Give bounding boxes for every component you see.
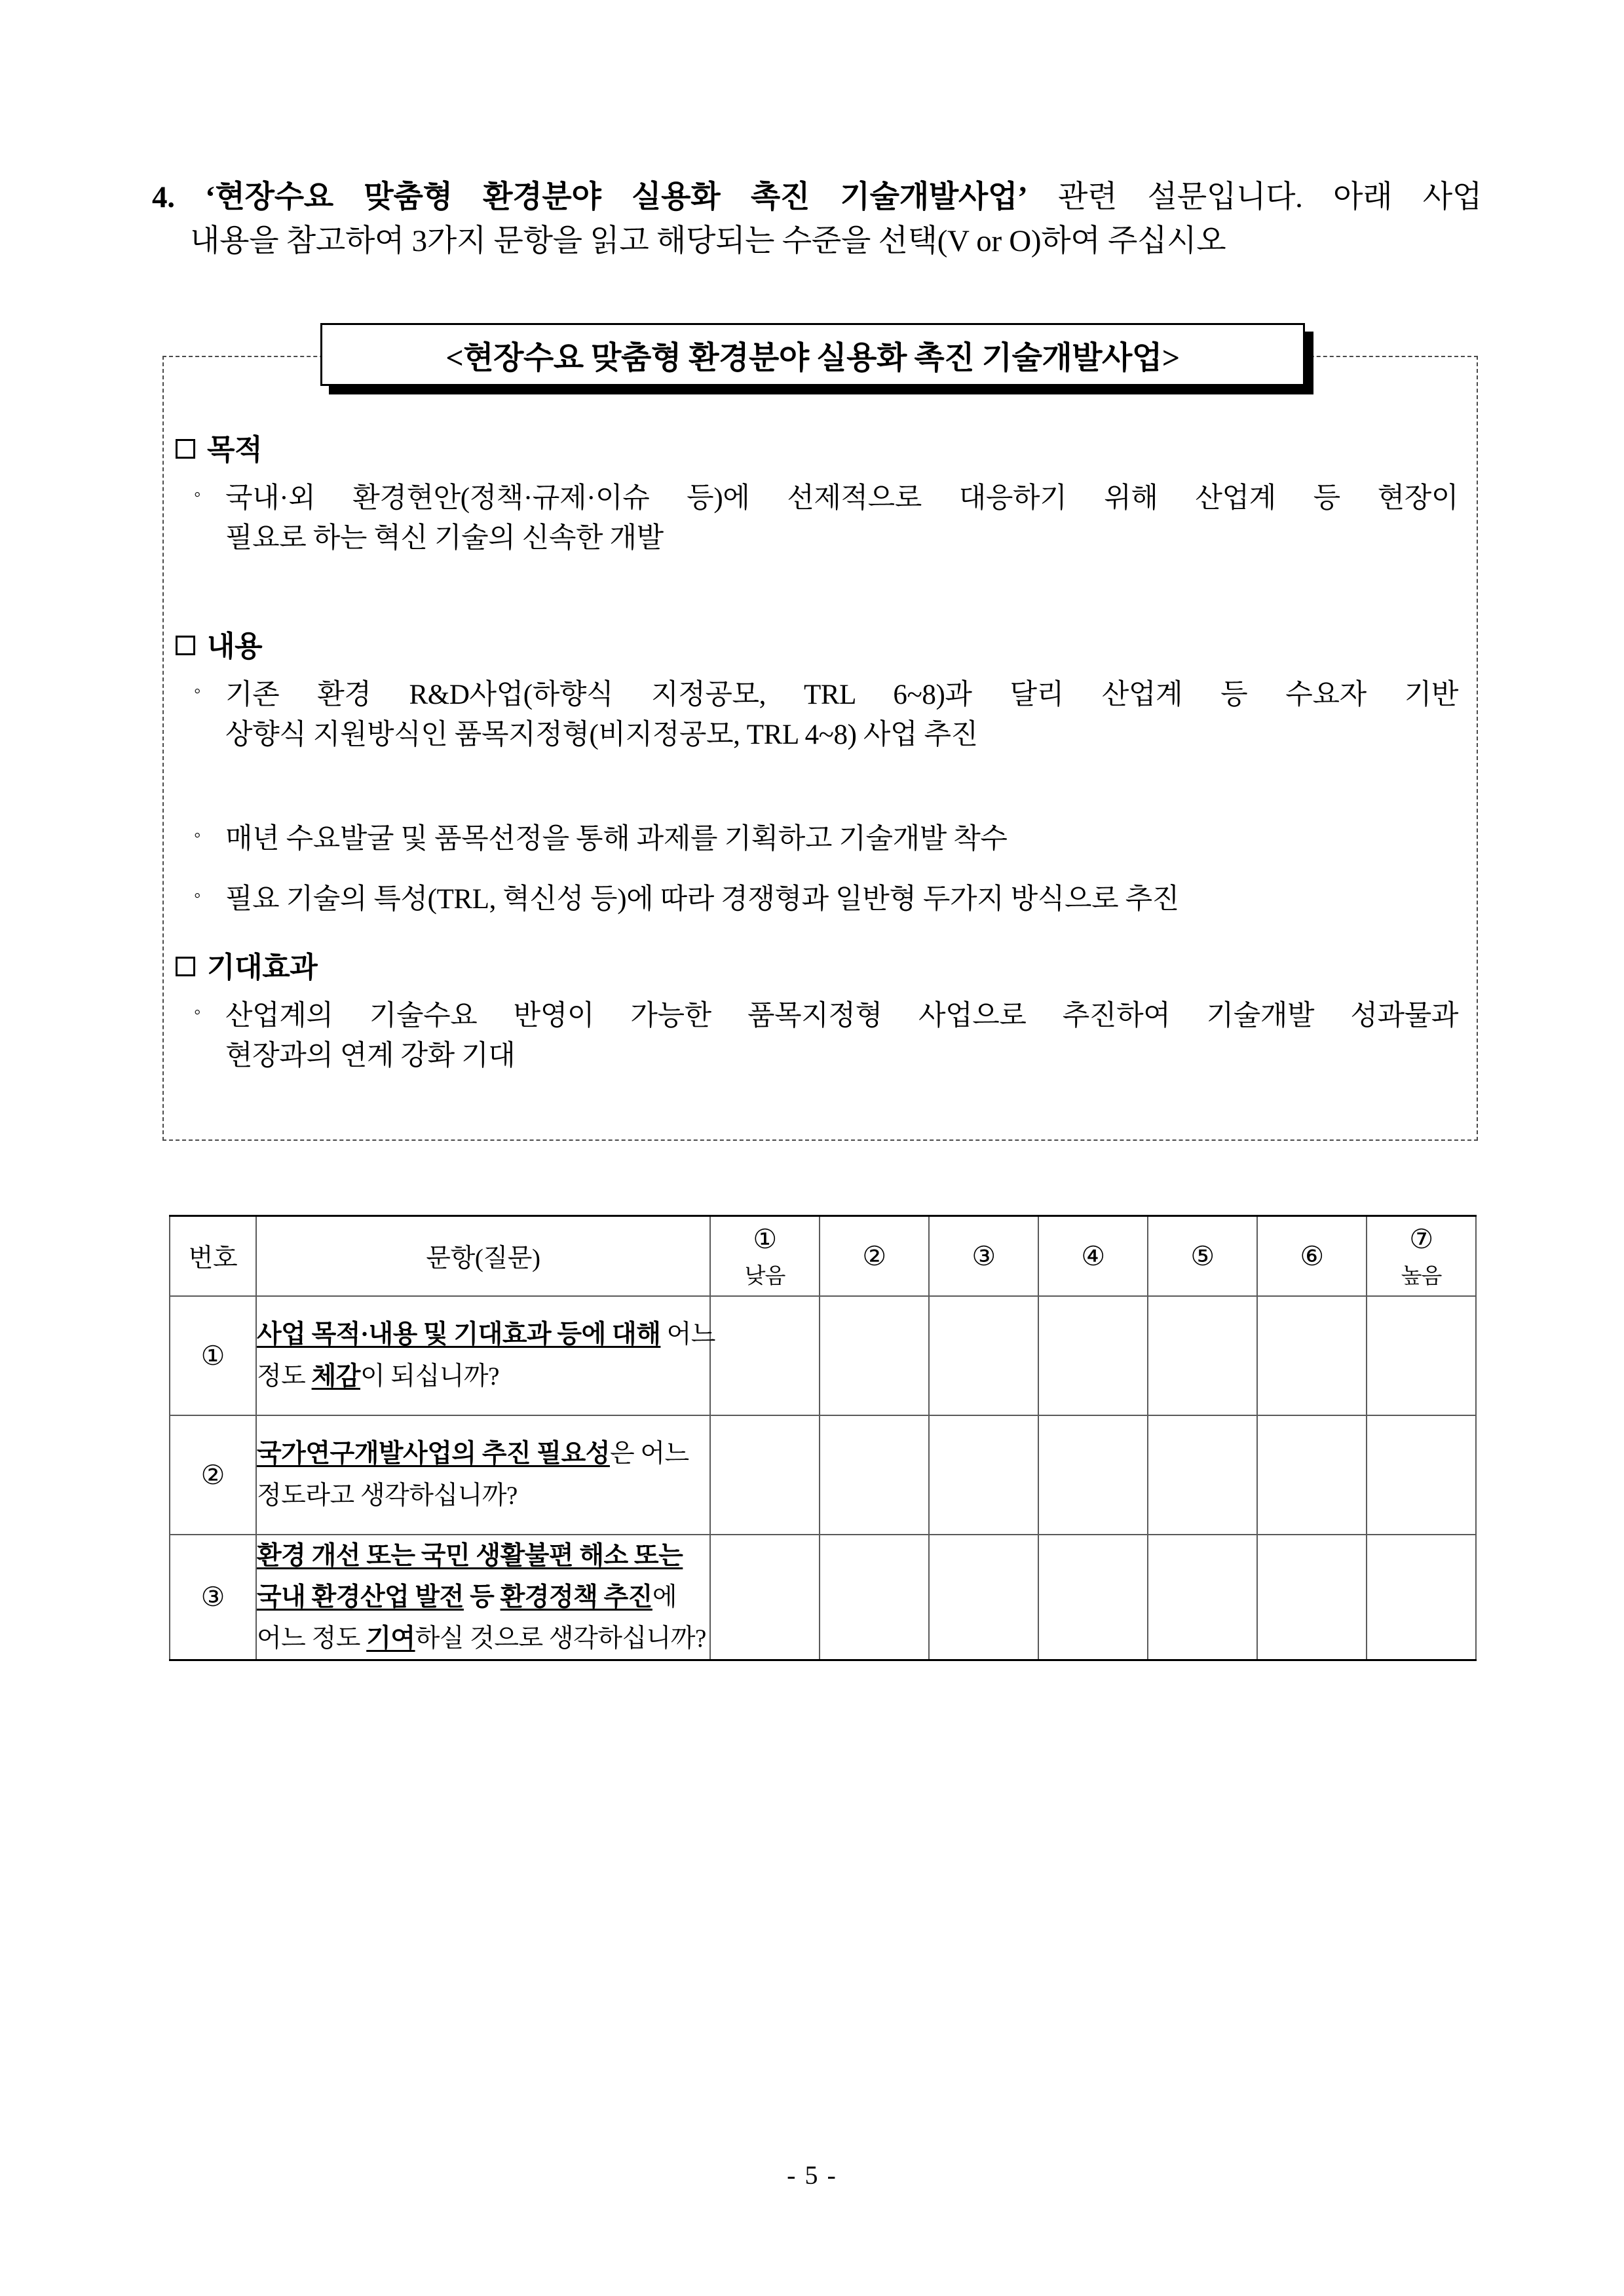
bullet-effect-1-line-2: 현장과의 연계 강화 기대 xyxy=(225,1041,516,1072)
table-row xyxy=(170,1535,1476,1660)
bullet-content-2-body xyxy=(225,819,1458,859)
row-2-answer-3[interactable] xyxy=(929,1415,1038,1535)
row-3-answer-5[interactable] xyxy=(1148,1535,1257,1660)
row-1-line-1-seg-2: 어느 xyxy=(660,1320,715,1349)
bullet-circle-icon: ◦ xyxy=(194,885,201,906)
scale-6-stack xyxy=(1258,1223,1366,1289)
checkbox-square-icon xyxy=(176,439,195,459)
row-1-line-1-seg-1: 사업 목적·내용 및 기대효과 등에 대해 xyxy=(257,1320,661,1349)
bullet-circle-icon: ◦ xyxy=(194,1001,201,1023)
bullet-content-2 xyxy=(194,819,1458,859)
bullet-circle-icon: ◦ xyxy=(194,680,201,702)
row-3-answer-4[interactable] xyxy=(1038,1535,1148,1660)
row-1-answer-2[interactable] xyxy=(820,1296,929,1415)
survey-table-header-row xyxy=(170,1216,1476,1296)
bullet-content-3-line-1: 필요 기술의 특성(TRL, 혁신성 등)에 따라 경쟁형과 일반형 두가지 방식으로 추진 xyxy=(225,884,1179,915)
row-1-answer-4[interactable] xyxy=(1038,1296,1148,1415)
bullet-purpose-1-body xyxy=(225,478,1458,558)
scale-5-circle: ⑤ xyxy=(1190,1240,1215,1271)
header-scale-3 xyxy=(929,1216,1038,1296)
bullet-content-2-line-1: 매년 수요발굴 및 품목선정을 통해 과제를 기획하고 기술개발 착수 xyxy=(225,824,1008,854)
scale-7-label: 높음 xyxy=(1401,1264,1442,1288)
row-1-question xyxy=(256,1296,715,1415)
row-3-answer-7[interactable] xyxy=(1367,1535,1476,1660)
survey-table-body xyxy=(170,1296,1476,1660)
row-3-answer-6[interactable] xyxy=(1257,1535,1367,1660)
section-heading-content-label: 내용 xyxy=(207,630,263,662)
bullet-circle-icon: ◦ xyxy=(194,824,201,846)
header-no: 번호 xyxy=(170,1216,256,1296)
program-title-plate xyxy=(320,323,1313,394)
section-heading-expected-effect-label: 기대효과 xyxy=(207,951,318,984)
row-2-line-1-seg-1: 국가연구개발사업의 추진 필요성 xyxy=(257,1440,610,1468)
question-heading-rest: 관련 설문입니다. 아래 사업 xyxy=(1027,180,1482,214)
row-3-number: ③ xyxy=(170,1535,256,1660)
row-2-answer-5[interactable] xyxy=(1148,1415,1257,1535)
row-1-question-line-1 xyxy=(257,1314,715,1355)
row-1-line-2-seg-3: 이 되십니까? xyxy=(360,1362,499,1390)
header-scale-4 xyxy=(1038,1216,1148,1296)
scale-2-circle: ② xyxy=(862,1240,886,1271)
row-3-question-line-1 xyxy=(257,1535,683,1577)
row-3-answer-2[interactable] xyxy=(820,1535,929,1660)
row-2-answer-7[interactable] xyxy=(1367,1415,1476,1535)
bullet-content-1-body xyxy=(225,675,1458,755)
scale-3-circle: ③ xyxy=(972,1240,996,1271)
row-3-answer-3[interactable] xyxy=(929,1535,1038,1660)
row-2-line-1-seg-2: 은 어느 xyxy=(609,1440,689,1468)
row-3-question xyxy=(256,1535,710,1660)
title-plate-frame xyxy=(320,323,1305,386)
row-2-number: ② xyxy=(170,1415,256,1535)
row-1-answer-7[interactable] xyxy=(1367,1296,1476,1415)
row-2-answer-1[interactable] xyxy=(710,1415,820,1535)
header-scale-2 xyxy=(820,1216,929,1296)
scale-7-circle: ⑦ xyxy=(1409,1223,1433,1254)
row-2-question-line-1 xyxy=(257,1433,689,1474)
scale-3-stack xyxy=(930,1223,1038,1289)
scale-1-stack xyxy=(711,1223,819,1289)
page-number: - 5 - xyxy=(787,2160,837,2190)
header-question: 문항(질문) xyxy=(256,1216,710,1296)
row-1-answer-1[interactable] xyxy=(710,1296,820,1415)
scale-7-stack xyxy=(1367,1223,1475,1289)
question-number: 4. xyxy=(152,180,175,214)
row-1-answer-5[interactable] xyxy=(1148,1296,1257,1415)
bullet-purpose-1 xyxy=(194,478,1458,558)
program-name-quoted: ‘현장수요 맞춤형 환경분야 실용화 촉진 기술개발사업’ xyxy=(205,180,1028,214)
row-3-line-3-seg-3: 하실 것으로 생각하십니까? xyxy=(415,1624,706,1653)
table-row xyxy=(170,1415,1476,1535)
scale-1-circle: ① xyxy=(753,1223,777,1254)
row-3-question-line-3 xyxy=(257,1618,709,1659)
scale-5-stack xyxy=(1148,1223,1256,1289)
bullet-content-1-line-1: 기존 환경 R&D사업(하향식 지정공모, TRL 6~8)과 달리 산업계 등 수요자 기반 xyxy=(225,679,1458,710)
question-4-heading xyxy=(152,176,1482,263)
row-2-answer-2[interactable] xyxy=(820,1415,929,1535)
row-3-line-2-seg-1: 국내 환경산업 발전 xyxy=(257,1582,464,1611)
header-scale-6 xyxy=(1257,1216,1367,1296)
section-heading-content xyxy=(176,622,262,664)
row-2-answer-6[interactable] xyxy=(1257,1415,1367,1535)
row-3-line-3-seg-2: 기여 xyxy=(366,1624,415,1653)
scale-6-circle: ⑥ xyxy=(1300,1240,1324,1271)
scale-2-stack xyxy=(820,1223,928,1289)
bullet-effect-1 xyxy=(194,996,1458,1076)
scale-1-label: 낮음 xyxy=(744,1264,785,1288)
header-scale-5 xyxy=(1148,1216,1257,1296)
row-1-answer-6[interactable] xyxy=(1257,1296,1367,1415)
row-3-line-1-seg-1: 환경 개선 또는 국민 생활불편 해소 또는 xyxy=(257,1541,683,1570)
bullet-content-3-body xyxy=(225,879,1458,919)
table-row xyxy=(170,1296,1476,1415)
row-1-line-2-seg-2: 체감 xyxy=(311,1362,360,1390)
scale-4-circle: ④ xyxy=(1081,1240,1105,1271)
row-2-question-line-2 xyxy=(257,1475,709,1516)
bullet-purpose-1-line-1: 국내·외 환경현안(정책·규제·이슈 등)에 선제적으로 대응하기 위해 산업계 등 현장이 xyxy=(225,483,1458,514)
bullet-effect-1-body xyxy=(225,996,1458,1076)
scale-4-stack xyxy=(1039,1223,1147,1289)
bullet-content-3 xyxy=(194,879,1458,919)
row-2-question xyxy=(256,1415,710,1535)
bullet-circle-icon: ◦ xyxy=(194,484,201,505)
row-1-number: ① xyxy=(170,1296,256,1415)
bullet-content-1-line-2: 상향식 지원방식인 품목지정형(비지정공모, TRL 4~8) 사업 추진 xyxy=(225,719,978,751)
bullet-content-1 xyxy=(194,675,1458,755)
survey-table-head xyxy=(170,1216,1476,1296)
row-1-question-line-2 xyxy=(257,1356,709,1397)
header-scale-7 xyxy=(1367,1216,1476,1296)
row-3-line-2-seg-4: 에 xyxy=(652,1582,677,1611)
header-scale-1 xyxy=(710,1216,820,1296)
section-heading-expected-effect xyxy=(176,944,317,985)
bullet-purpose-1-line-2: 필요로 하는 혁신 기술의 신속한 개발 xyxy=(225,523,664,554)
row-2-line-2-seg-1: 정도라고 생각하십니까? xyxy=(257,1481,518,1510)
survey-response-table xyxy=(169,1215,1477,1661)
bullet-effect-1-line-1: 산업계의 기술수요 반영이 가능한 품목지정형 사업으로 추진하여 기술개발 성과물과 xyxy=(225,1001,1458,1031)
row-3-line-3-seg-1: 어느 정도 xyxy=(257,1624,367,1653)
checkbox-square-icon xyxy=(176,636,195,655)
row-2-answer-4[interactable] xyxy=(1038,1415,1148,1535)
section-heading-purpose xyxy=(176,426,262,468)
question-4-heading-line-2: 내용을 참고하여 3가지 문항을 읽고 해당되는 수준을 선택(V or O)하여 주십시오 xyxy=(190,223,1226,258)
checkbox-square-icon xyxy=(176,957,195,976)
section-heading-purpose-label: 목적 xyxy=(207,434,263,466)
row-3-line-2-seg-3: 환경정책 추진 xyxy=(500,1582,652,1611)
row-3-question-line-2 xyxy=(257,1577,676,1618)
row-1-line-2-seg-1: 정도 xyxy=(257,1362,312,1390)
program-title-text: <현장수요 맞춤형 환경분야 실용화 촉진 기술개발사업> xyxy=(445,340,1180,375)
row-1-answer-3[interactable] xyxy=(929,1296,1038,1415)
row-3-line-2-seg-2: 등 xyxy=(463,1582,500,1611)
question-4-heading-line-1 xyxy=(152,176,1482,220)
row-3-answer-1[interactable] xyxy=(710,1535,820,1660)
